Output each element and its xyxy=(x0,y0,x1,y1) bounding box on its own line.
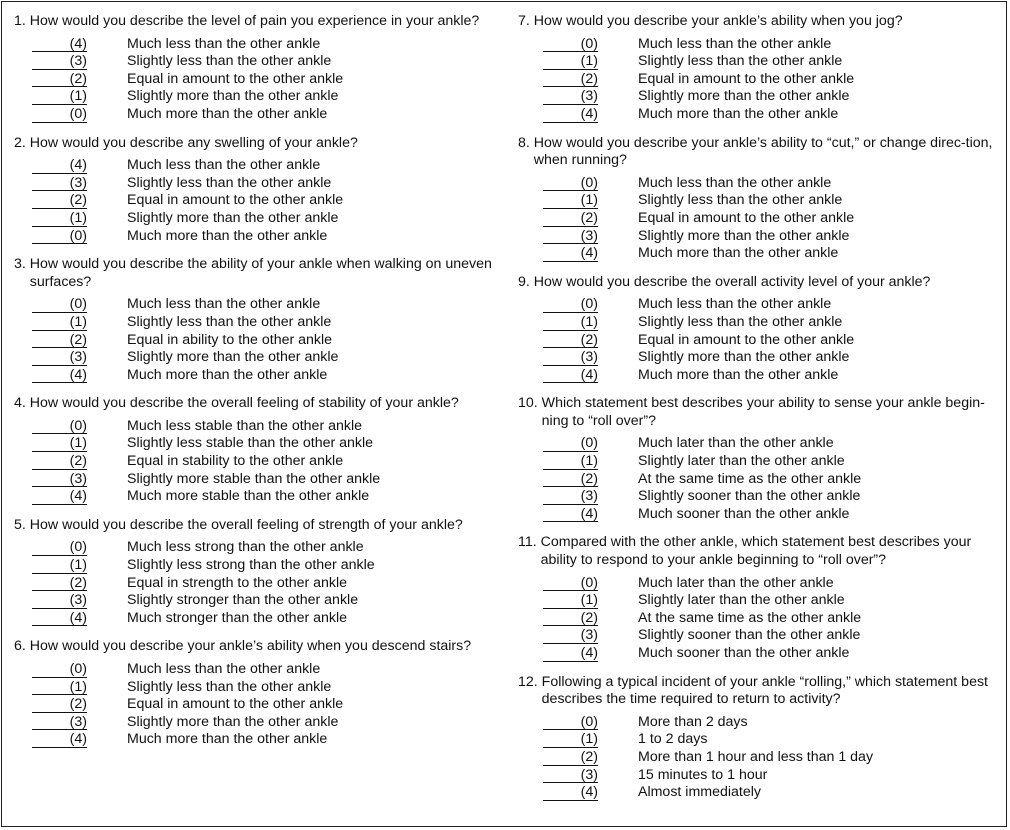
answer-blank-score[interactable]: (2) xyxy=(32,696,87,714)
answer-option-label: Much more than the other ankle xyxy=(638,366,839,383)
answer-option[interactable] xyxy=(14,610,504,628)
answer-blank-score[interactable]: (4) xyxy=(543,367,598,385)
answer-option[interactable] xyxy=(518,36,1004,54)
question-item xyxy=(518,534,1004,662)
answer-option-label: Slightly less than the other ankle xyxy=(638,53,843,70)
answer-blank-score[interactable]: (3) xyxy=(543,767,598,785)
answer-option[interactable] xyxy=(518,435,1004,453)
answer-blank-score[interactable]: (4) xyxy=(543,106,598,124)
question-heading xyxy=(14,395,504,413)
question-heading xyxy=(518,395,1004,430)
answer-options xyxy=(14,661,504,749)
question-heading xyxy=(518,135,1004,170)
answer-option-label: At the same time as the other ankle xyxy=(638,609,862,626)
answer-option[interactable] xyxy=(14,88,504,106)
question-text: How would you describe the overall feeling of strength of your ankle? xyxy=(29,516,463,533)
answer-blank-score[interactable]: (4) xyxy=(32,157,87,175)
answer-options xyxy=(518,435,1004,523)
answer-blank-score[interactable]: (0) xyxy=(32,661,87,679)
question-item xyxy=(518,274,1004,385)
answer-option-label: Much more stable than the other ankle xyxy=(127,488,370,505)
answer-option-label: Much later than the other ankle xyxy=(638,574,834,591)
answer-option-label: Equal in ability to the other ankle xyxy=(127,331,333,348)
question-text: How would you describe your ankle’s ability when you jog? xyxy=(533,13,903,29)
answer-option-label: Equal in amount to the other ankle xyxy=(638,209,855,226)
answer-options xyxy=(14,539,504,627)
answer-option[interactable] xyxy=(518,210,1004,228)
answer-blank-score[interactable]: (4) xyxy=(543,506,598,524)
answer-blank-score[interactable]: (1) xyxy=(32,557,87,575)
answer-options xyxy=(14,296,504,384)
question-number: 12. xyxy=(518,673,542,690)
answer-blank-score[interactable]: (4) xyxy=(32,731,87,749)
answer-option[interactable] xyxy=(14,557,504,575)
question-item xyxy=(14,256,504,384)
question-heading xyxy=(14,13,504,31)
answer-option[interactable] xyxy=(14,314,504,332)
answer-blank-score[interactable]: (2) xyxy=(543,610,598,628)
answer-blank-score[interactable]: (4) xyxy=(32,610,87,628)
answer-blank-score[interactable]: (4) xyxy=(543,784,598,802)
answer-option[interactable] xyxy=(14,71,504,89)
answer-blank-score[interactable]: (1) xyxy=(32,88,87,106)
question-number: 10. xyxy=(518,395,542,412)
question-heading xyxy=(14,256,504,291)
answer-blank-score[interactable]: (3) xyxy=(543,88,598,106)
answer-option[interactable] xyxy=(14,418,504,436)
answer-option-label: Slightly sooner than the other ankle xyxy=(638,627,861,644)
answer-option-label: Slightly less than the other ankle xyxy=(127,313,332,330)
question-text: How would you describe your ankle’s ability when you descend stairs? xyxy=(29,638,472,655)
answer-option[interactable] xyxy=(518,71,1004,89)
answer-option-label: Slightly less than the other ankle xyxy=(127,53,332,70)
answer-blank-score[interactable]: (4) xyxy=(543,645,598,663)
answer-blank-score[interactable]: (2) xyxy=(32,575,87,593)
answer-options xyxy=(14,36,504,124)
answer-option-label: 1 to 2 days xyxy=(638,731,708,748)
question-number: 2. xyxy=(14,134,30,151)
answer-option[interactable] xyxy=(14,539,504,557)
question-item xyxy=(518,135,1004,263)
question-number: 4. xyxy=(14,395,30,412)
question-item xyxy=(518,674,1004,802)
answer-option-label: Slightly more than the other ankle xyxy=(127,209,339,226)
answer-options xyxy=(14,418,504,506)
answer-blank-score[interactable]: (1) xyxy=(543,453,598,471)
question-number: 3. xyxy=(14,256,30,273)
answer-option[interactable] xyxy=(518,645,1004,663)
answer-option-label: Almost immediately xyxy=(638,784,761,801)
answer-option-label: Much less than the other ankle xyxy=(127,296,321,313)
answer-blank-score[interactable]: (3) xyxy=(32,471,87,489)
answer-blank-score[interactable]: (0) xyxy=(32,296,87,314)
answer-option[interactable] xyxy=(518,627,1004,645)
answer-blank-score[interactable]: (1) xyxy=(32,210,87,228)
question-item xyxy=(14,135,504,246)
question-number: 8. xyxy=(518,134,534,151)
answer-option[interactable] xyxy=(518,367,1004,385)
answer-option-label: Slightly later than the other ankle xyxy=(638,592,845,609)
question-number: 9. xyxy=(518,273,534,290)
answer-blank-score[interactable]: (0) xyxy=(543,575,598,593)
answer-option-label: Much less strong than the other ankle xyxy=(127,539,364,556)
answer-blank-score[interactable]: (0) xyxy=(32,228,87,246)
answer-blank-score[interactable]: (1) xyxy=(32,314,87,332)
answer-option[interactable] xyxy=(518,349,1004,367)
answer-blank-score[interactable]: (2) xyxy=(543,749,598,767)
answer-option[interactable] xyxy=(518,749,1004,767)
answer-option-label: Equal in stability to the other ankle xyxy=(127,453,344,470)
answer-option-label: Much less than the other ankle xyxy=(638,174,832,191)
question-item xyxy=(518,395,1004,523)
answer-option[interactable] xyxy=(14,210,504,228)
answer-option-label: Equal in amount to the other ankle xyxy=(127,70,344,87)
question-text: How would you describe the ability of your ankle when walking on uneven surfaces? xyxy=(29,256,492,290)
answer-blank-score[interactable]: (0) xyxy=(543,714,598,732)
answer-blank-score[interactable]: (0) xyxy=(543,296,598,314)
answer-option-label: Equal in amount to the other ankle xyxy=(127,696,344,713)
answer-option-label: Equal in amount to the other ankle xyxy=(638,70,855,87)
answer-option-label: Much more than the other ankle xyxy=(127,366,328,383)
answer-option[interactable] xyxy=(518,784,1004,802)
answer-blank-score[interactable]: (3) xyxy=(32,592,87,610)
question-heading xyxy=(518,674,1004,709)
questionnaire-frame xyxy=(1,1,1007,827)
answer-option-label: More than 2 days xyxy=(638,713,748,730)
answer-blank-score[interactable]: (3) xyxy=(543,627,598,645)
answer-blank-score[interactable]: (0) xyxy=(543,36,598,54)
question-number: 11. xyxy=(518,534,541,551)
answer-option[interactable] xyxy=(518,88,1004,106)
question-item xyxy=(14,13,504,124)
answer-blank-score[interactable]: (1) xyxy=(543,192,598,210)
answer-option-label: Much more than the other ankle xyxy=(127,105,328,122)
answer-option-label: Equal in amount to the other ankle xyxy=(638,331,855,348)
answer-option-label: Equal in strength to the other ankle xyxy=(127,574,348,591)
answer-option-label: Slightly less than the other ankle xyxy=(127,678,332,695)
answer-blank-score[interactable]: (2) xyxy=(32,453,87,471)
answer-option-label: Much less than the other ankle xyxy=(127,661,321,677)
answer-option-label: More than 1 hour and less than 1 day xyxy=(638,748,874,765)
answer-options xyxy=(518,575,1004,663)
answer-blank-score[interactable]: (3) xyxy=(543,228,598,246)
answer-option-label: Slightly less than the other ankle xyxy=(638,192,843,209)
answer-option[interactable] xyxy=(14,106,504,124)
answer-option-label: Much more than the other ankle xyxy=(638,245,839,262)
answer-option[interactable] xyxy=(518,332,1004,350)
answer-option[interactable] xyxy=(518,575,1004,593)
answer-option-label: Slightly less than the other ankle xyxy=(127,174,332,191)
answer-blank-score[interactable]: (3) xyxy=(32,714,87,732)
answer-blank-score[interactable]: (1) xyxy=(543,592,598,610)
question-item xyxy=(14,638,504,749)
answer-option-label: Equal in amount to the other ankle xyxy=(127,192,344,209)
question-text: How would you describe the overall feeling of stability of your ankle? xyxy=(29,395,459,412)
question-text: Which statement best describes your ability to sense your ankle begin-ning to “roll over”? xyxy=(541,395,985,429)
answer-option-label: Slightly more than the other ankle xyxy=(638,227,850,244)
answer-option-label: Much less stable than the other ankle xyxy=(127,417,363,434)
answer-blank-score[interactable]: (1) xyxy=(543,53,598,71)
answer-option[interactable] xyxy=(518,245,1004,263)
answer-blank-score[interactable]: (1) xyxy=(543,314,598,332)
answer-blank-score[interactable]: (2) xyxy=(32,332,87,350)
question-item xyxy=(14,395,504,506)
answer-blank-score[interactable]: (3) xyxy=(32,175,87,193)
answer-options xyxy=(518,714,1004,802)
answer-blank-score[interactable]: (0) xyxy=(32,539,87,557)
answer-blank-score[interactable]: (2) xyxy=(32,71,87,89)
answer-option-label: Slightly more than the other ankle xyxy=(127,88,339,105)
answer-option[interactable] xyxy=(518,488,1004,506)
right-column xyxy=(518,13,1004,813)
question-text: Following a typical incident of your ankle “rolling,” which statement best describes the time required to return to activity? xyxy=(541,673,989,708)
answer-blank-score[interactable]: (3) xyxy=(32,53,87,71)
answer-option[interactable] xyxy=(518,228,1004,246)
answer-option[interactable] xyxy=(14,192,504,210)
answer-option[interactable] xyxy=(518,610,1004,628)
answer-blank-score[interactable]: (3) xyxy=(543,488,598,506)
answer-blank-score[interactable]: (0) xyxy=(543,435,598,453)
answer-options xyxy=(518,175,1004,263)
question-number: 7. xyxy=(518,13,534,29)
answer-options xyxy=(518,36,1004,124)
answer-option[interactable] xyxy=(518,767,1004,785)
answer-options xyxy=(14,157,504,245)
question-text: How would you describe any swelling of your ankle? xyxy=(29,134,358,151)
answer-option[interactable] xyxy=(14,349,504,367)
answer-option-label: Slightly later than the other ankle xyxy=(638,453,845,470)
question-number: 1. xyxy=(14,13,30,29)
answer-option-label: Slightly stronger than the other ankle xyxy=(127,592,359,609)
answer-option-label: Much less than the other ankle xyxy=(638,296,832,313)
answer-option-label: Much more than the other ankle xyxy=(638,105,839,122)
answer-option-label: Slightly more than the other ankle xyxy=(638,349,850,366)
question-heading xyxy=(14,135,504,153)
answer-blank-score[interactable]: (0) xyxy=(32,106,87,124)
question-item xyxy=(518,13,1004,124)
answer-option[interactable] xyxy=(518,506,1004,524)
answer-blank-score[interactable]: (2) xyxy=(543,471,598,489)
answer-option[interactable] xyxy=(14,679,504,697)
answer-option-label: Much more than the other ankle xyxy=(127,227,328,244)
answer-blank-score[interactable]: (3) xyxy=(32,349,87,367)
answer-option[interactable] xyxy=(518,175,1004,193)
answer-option[interactable] xyxy=(14,453,504,471)
answer-option-label: Slightly less than the other ankle xyxy=(638,313,843,330)
question-text: Compared with the other ankle, which statement best describes your ability to respond to your ankle beginning to “roll over”? xyxy=(540,534,972,569)
answer-option-label: Much more than the other ankle xyxy=(127,731,328,748)
question-heading xyxy=(518,534,1004,569)
left-column xyxy=(14,13,504,760)
answer-option[interactable] xyxy=(14,36,504,54)
question-text: How would you describe your ankle’s ability to “cut,” or change direc-tion, when running? xyxy=(533,134,993,169)
answer-blank-score[interactable]: (2) xyxy=(32,192,87,210)
answer-option-label: Much sooner than the other ankle xyxy=(638,505,850,522)
answer-blank-score[interactable]: (2) xyxy=(543,210,598,228)
answer-option[interactable] xyxy=(14,471,504,489)
answer-option[interactable] xyxy=(518,106,1004,124)
answer-blank-score[interactable]: (1) xyxy=(32,679,87,697)
answer-option-label: Much later than the other ankle xyxy=(638,435,834,452)
answer-option[interactable] xyxy=(14,175,504,193)
answer-blank-score[interactable]: (4) xyxy=(32,36,87,54)
answer-blank-score[interactable]: (4) xyxy=(543,245,598,263)
answer-option[interactable] xyxy=(14,157,504,175)
question-heading xyxy=(518,13,1004,31)
answer-option[interactable] xyxy=(518,471,1004,489)
answer-blank-score[interactable]: (1) xyxy=(32,435,87,453)
answer-option[interactable] xyxy=(518,296,1004,314)
answer-option-label: Slightly less stable than the other ankle xyxy=(127,435,374,452)
answer-option[interactable] xyxy=(14,488,504,506)
question-number: 5. xyxy=(14,516,30,533)
answer-option-label: Slightly less strong than the other ankle xyxy=(127,557,375,574)
answer-blank-score[interactable]: (1) xyxy=(543,731,598,749)
answer-option[interactable] xyxy=(14,696,504,714)
answer-option[interactable] xyxy=(518,192,1004,210)
answer-option[interactable] xyxy=(14,332,504,350)
answer-option-label: At the same time as the other ankle xyxy=(638,470,862,487)
answer-option[interactable] xyxy=(518,714,1004,732)
answer-option[interactable] xyxy=(518,453,1004,471)
answer-option[interactable] xyxy=(14,435,504,453)
answer-option-label: Much less than the other ankle xyxy=(127,157,321,174)
answer-blank-score[interactable]: (4) xyxy=(32,488,87,506)
answer-option-label: Much less than the other ankle xyxy=(638,35,832,52)
answer-option[interactable] xyxy=(14,367,504,385)
question-heading xyxy=(14,638,504,656)
answer-option-label: Much less than the other ankle xyxy=(127,35,321,52)
answer-option[interactable] xyxy=(14,731,504,749)
answer-blank-score[interactable]: (4) xyxy=(32,367,87,385)
answer-option[interactable] xyxy=(518,731,1004,749)
question-heading xyxy=(518,274,1004,292)
question-text: How would you describe the level of pain you experience in your ankle? xyxy=(29,13,480,29)
answer-option-label: Slightly sooner than the other ankle xyxy=(638,488,861,505)
answer-option-label: Slightly more than the other ankle xyxy=(638,88,850,105)
answer-option-label: Slightly more than the other ankle xyxy=(127,713,339,730)
question-text: How would you describe the overall activity level of your ankle? xyxy=(533,273,931,290)
answer-option[interactable] xyxy=(518,53,1004,71)
answer-option[interactable] xyxy=(14,296,504,314)
question-heading xyxy=(14,517,504,535)
answer-option-label: Slightly more than the other ankle xyxy=(127,349,339,366)
answer-blank-score[interactable]: (0) xyxy=(32,418,87,436)
answer-option[interactable] xyxy=(14,53,504,71)
answer-option[interactable] xyxy=(518,314,1004,332)
answer-option[interactable] xyxy=(14,228,504,246)
answer-option[interactable] xyxy=(14,661,504,679)
question-item xyxy=(14,517,504,628)
answer-option-label: Slightly more stable than the other ankle xyxy=(127,470,381,487)
answer-option[interactable] xyxy=(14,592,504,610)
answer-option[interactable] xyxy=(518,592,1004,610)
answer-blank-score[interactable]: (0) xyxy=(543,175,598,193)
answer-option-label: Much stronger than the other ankle xyxy=(127,609,348,626)
answer-option[interactable] xyxy=(14,714,504,732)
answer-option-label: 15 minutes to 1 hour xyxy=(638,766,768,783)
answer-blank-score[interactable]: (2) xyxy=(543,332,598,350)
answer-blank-score[interactable]: (2) xyxy=(543,71,598,89)
answer-option[interactable] xyxy=(14,575,504,593)
answer-options xyxy=(518,296,1004,384)
answer-option-label: Much sooner than the other ankle xyxy=(638,645,850,661)
answer-blank-score[interactable]: (3) xyxy=(543,349,598,367)
question-number: 6. xyxy=(14,638,30,655)
